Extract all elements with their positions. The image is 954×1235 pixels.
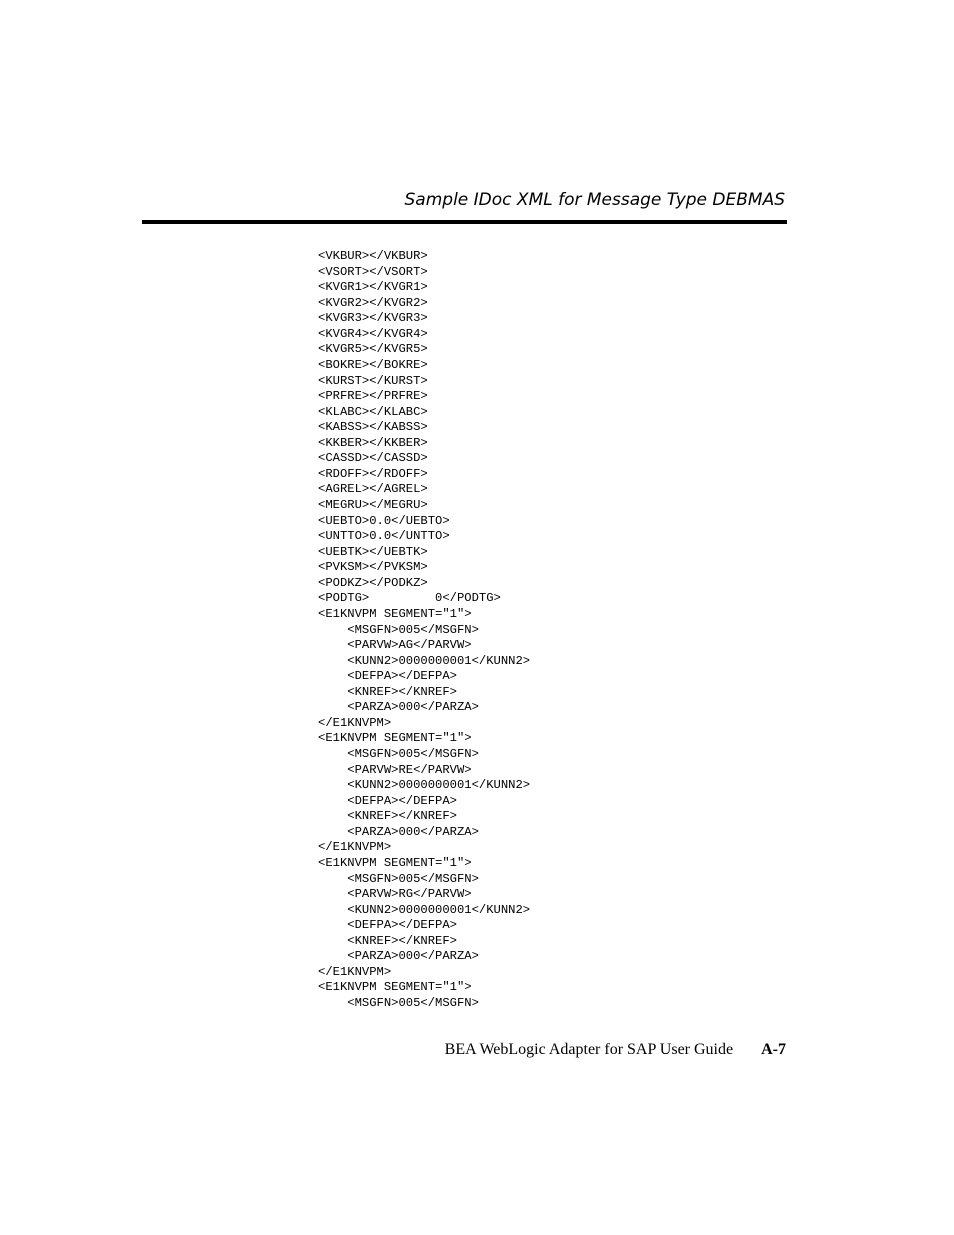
code-line: </E1KNVPM> (318, 715, 392, 730)
code-line: <KLABC></KLABC> (318, 404, 428, 419)
code-line: <AGREL></AGREL> (318, 482, 428, 497)
page-footer (445, 1039, 786, 1061)
code-line: <KABSS></KABSS> (318, 420, 428, 435)
code-line: <PARVW>AG</PARVW> (318, 638, 472, 653)
code-line: <KVGR3></KVGR3> (318, 311, 428, 326)
code-line: <MSGFN>005</MSGFN> (318, 871, 479, 886)
code-line: </E1KNVPM> (318, 840, 392, 855)
code-line: <KVGR1></KVGR1> (318, 280, 428, 295)
code-line: <PARZA>000</PARZA> (318, 949, 479, 964)
code-line: <KVGR5></KVGR5> (318, 342, 428, 357)
code-line: <UEBTO>0.0</UEBTO> (318, 513, 450, 528)
code-line: <E1KNVPM SEGMENT="1"> (318, 731, 472, 746)
xml-code-listing (318, 249, 530, 1012)
footer-page-number: A-7 (761, 1041, 786, 1058)
code-line: <UEBTK></UEBTK> (318, 544, 428, 559)
code-line: <KUNN2>0000000001</KUNN2> (318, 653, 531, 668)
code-line: <KNREF></KNREF> (318, 684, 457, 699)
code-line: <MSGFN>005</MSGFN> (318, 622, 479, 637)
code-line: <PARZA>000</PARZA> (318, 700, 479, 715)
code-line: <KURST></KURST> (318, 373, 428, 388)
code-line: <E1KNVPM SEGMENT="1"> (318, 606, 472, 621)
code-line: <KUNN2>0000000001</KUNN2> (318, 778, 531, 793)
code-line: <KVGR2></KVGR2> (318, 295, 428, 310)
code-line: <KNREF></KNREF> (318, 933, 457, 948)
code-line: <MSGFN>005</MSGFN> (318, 747, 479, 761)
code-line: <PVKSM></PVKSM> (318, 560, 428, 575)
code-line: <E1KNVPM SEGMENT="1"> (318, 980, 472, 995)
running-header-title: Sample IDoc XML for Message Type DEBMAS (404, 190, 785, 210)
code-line: <PARVW>RG</PARVW> (318, 887, 472, 902)
code-line: <KNREF></KNREF> (318, 809, 457, 824)
code-line: <MSGFN>005</MSGFN> (318, 996, 479, 1010)
code-line: <PARZA>000</PARZA> (318, 824, 479, 839)
code-line: <PODTG> 0</PODTG> (318, 591, 501, 606)
header-rule (142, 220, 787, 224)
code-line: </E1KNVPM> (318, 964, 392, 979)
code-line: <PARVW>RE</PARVW> (318, 762, 472, 777)
code-line: <PODKZ></PODKZ> (318, 575, 428, 590)
code-line: <KKBER></KKBER> (318, 435, 428, 450)
code-line: <DEFPA></DEFPA> (318, 793, 457, 808)
code-line: <DEFPA></DEFPA> (318, 669, 457, 684)
footer-book-title: BEA WebLogic Adapter for SAP User Guide (444, 1041, 734, 1058)
code-line: <DEFPA></DEFPA> (318, 918, 457, 933)
code-line: <RDOFF></RDOFF> (318, 466, 428, 481)
code-line: <KUNN2>0000000001</KUNN2> (318, 902, 531, 917)
code-line: <VKBUR></VKBUR> (318, 249, 428, 263)
code-line: <UNTTO>0.0</UNTTO> (318, 529, 450, 544)
code-line: <BOKRE></BOKRE> (318, 357, 428, 372)
code-line: <PRFRE></PRFRE> (318, 389, 428, 404)
code-line: <KVGR4></KVGR4> (318, 326, 428, 341)
code-line: <CASSD></CASSD> (318, 451, 428, 466)
code-line: <VSORT></VSORT> (318, 264, 428, 279)
code-line: <MEGRU></MEGRU> (318, 498, 428, 512)
code-line: <E1KNVPM SEGMENT="1"> (318, 855, 472, 870)
